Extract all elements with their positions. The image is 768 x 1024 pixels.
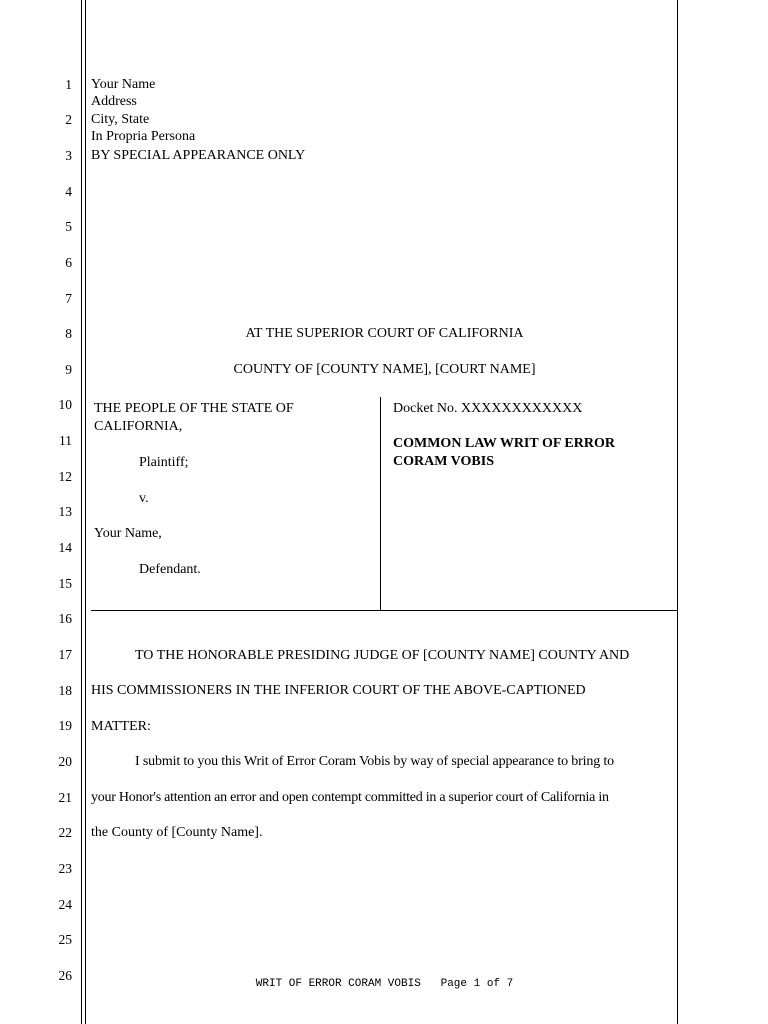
special-appearance-note: BY SPECIAL APPEARANCE ONLY (91, 148, 306, 163)
line-number: 25 (58, 932, 72, 947)
line-number: 26 (58, 968, 72, 983)
line-number: 11 (59, 433, 72, 448)
line-number: 20 (58, 754, 72, 769)
plaintiff-name-line2: CALIFORNIA, (94, 419, 183, 434)
line-number: 16 (58, 611, 72, 626)
line-number: 10 (58, 397, 72, 412)
versus-label: v. (139, 491, 149, 506)
line-number: 14 (58, 540, 72, 555)
caption-divider-vertical (380, 397, 381, 611)
line-number: 22 (58, 825, 72, 840)
margin-rule-inner (85, 0, 86, 1024)
line-number: 4 (65, 184, 72, 199)
line-number: 23 (58, 861, 72, 876)
caption-divider-horizontal (91, 610, 678, 611)
document-title-line2: CORAM VOBIS (393, 454, 494, 469)
party-capacity: In Propria Persona (91, 129, 196, 144)
address-line: HIS COMMISSIONERS IN THE INFERIOR COURT OF THE ABOVE-CAPTIONED (91, 683, 586, 698)
line-number: 21 (58, 790, 72, 805)
line-number: 19 (58, 718, 72, 733)
line-number: 24 (58, 897, 72, 912)
line-number: 6 (65, 255, 72, 270)
party-city-state: City, State (91, 112, 150, 127)
footer-page-number: Page 1 of 7 (440, 978, 514, 990)
document-title-line1: COMMON LAW WRIT OF ERROR (393, 436, 615, 451)
docket-number: Docket No. XXXXXXXXXXXX (393, 401, 583, 416)
paragraph-line: the County of [County Name]. (91, 825, 263, 840)
line-number: 9 (65, 362, 72, 377)
line-number: 3 (65, 148, 72, 163)
page-footer (91, 978, 678, 990)
defendant-role: Defendant. (139, 562, 201, 577)
line-number: 2 (65, 112, 72, 127)
margin-rule-outer (81, 0, 82, 1024)
party-name: Your Name (91, 77, 156, 92)
line-number: 18 (58, 683, 72, 698)
paragraph-line: I submit to you this Writ of Error Coram Vobis by way of special appearance to bring to (135, 754, 615, 769)
line-number: 8 (65, 326, 72, 341)
address-line: MATTER: (91, 719, 151, 734)
line-number: 1 (65, 77, 72, 92)
party-address: Address (91, 94, 137, 109)
line-number: 7 (65, 291, 72, 306)
court-name: AT THE SUPERIOR COURT OF CALIFORNIA (245, 326, 524, 341)
paragraph-line: your Honor's attention an error and open contempt committed in a superior court of California in (91, 790, 609, 805)
line-number: 12 (58, 469, 72, 484)
footer-document-name: WRIT OF ERROR CORAM VOBIS (255, 978, 421, 990)
plaintiff-name-line1: THE PEOPLE OF THE STATE OF (94, 401, 294, 416)
line-number: 5 (65, 219, 72, 234)
court-county: COUNTY OF [COUNTY NAME], [COURT NAME] (233, 362, 536, 377)
margin-rule-right (677, 0, 678, 1024)
line-number: 13 (58, 504, 72, 519)
line-number: 17 (58, 647, 72, 662)
line-number: 15 (58, 576, 72, 591)
plaintiff-role: Plaintiff; (139, 455, 189, 470)
address-line: TO THE HONORABLE PRESIDING JUDGE OF [COUNTY NAME] COUNTY AND (135, 648, 630, 663)
defendant-name: Your Name, (94, 526, 162, 541)
